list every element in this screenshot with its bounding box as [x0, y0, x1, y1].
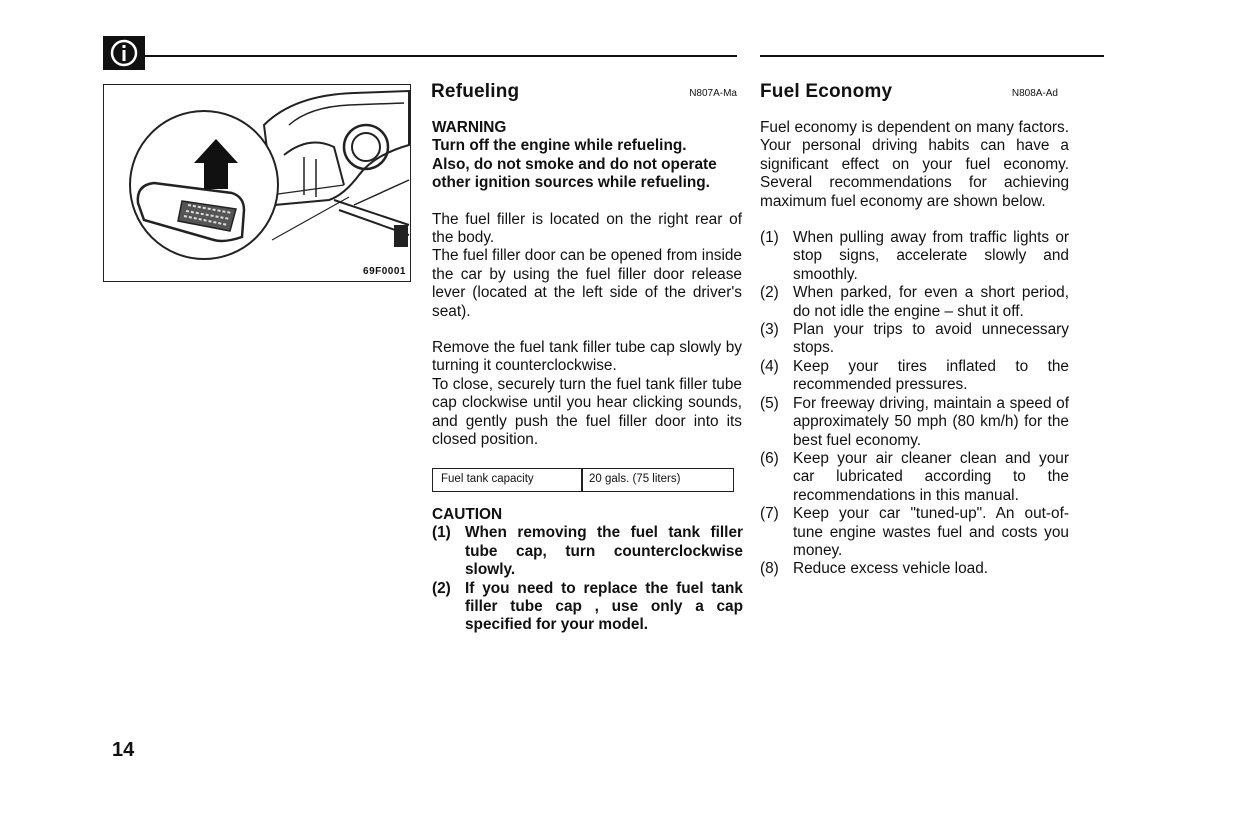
economy-item-number: (5)	[760, 394, 779, 412]
economy-code: N808A-Ad	[1011, 88, 1058, 99]
caution-item-text: If you need to replace the fuel tank filler tube cap , use only a cap specified for your model.	[465, 579, 743, 634]
economy-item-number: (6)	[760, 449, 779, 467]
economy-header	[760, 81, 1070, 103]
economy-item	[760, 395, 1069, 450]
economy-item	[760, 505, 1069, 560]
caution-item-number: (2)	[432, 579, 451, 597]
economy-body	[760, 119, 1069, 579]
caution-block	[432, 506, 743, 635]
header-rule-right	[760, 55, 1104, 57]
refueling-title: Refueling	[431, 81, 520, 102]
economy-item-number: (7)	[760, 505, 779, 523]
economy-item-text: When pulling away from traffic lights or stop signs, accelerate slowly and smoothly.	[793, 229, 1069, 283]
economy-item-text: When parked, for even a short period, do not idle the engine – shut it off.	[793, 284, 1069, 320]
economy-item-number: (2)	[760, 284, 779, 302]
economy-item	[760, 560, 1069, 578]
economy-item-number: (4)	[760, 357, 779, 375]
refueling-code: N807A-Ma	[689, 88, 737, 99]
economy-item-text: Plan your trips to avoid unnecessary stops.	[793, 321, 1069, 357]
refueling-para-door: The fuel filler door can be opened from inside the car by using the fuel filler door release lever (located at the left side of the driver's seat).	[432, 247, 742, 320]
table-divider	[581, 469, 583, 491]
fuel-filler-illustration	[103, 84, 411, 282]
refueling-para-location: The fuel filler is located on the right rear of the body.	[432, 210, 742, 247]
refueling-para-remove-cap: Remove the fuel tank filler tube cap slowly by turning it counterclockwise.	[432, 339, 742, 375]
economy-item-text: For freeway driving, maintain a speed of approximately 50 mph (80 km/h) for the best fuel economy.	[793, 394, 1069, 449]
refueling-para-close-cap: To close, securely turn the fuel tank filler tube cap clockwise until you hear clicking sounds, and gently push the fuel filler door into its closed position.	[432, 375, 742, 449]
info-icon	[103, 36, 145, 70]
figure-code: 69F0001	[363, 266, 406, 277]
caution-heading: CAUTION	[432, 506, 503, 523]
economy-item-text: Reduce excess vehicle load.	[793, 560, 989, 578]
fuel-door-diagram	[104, 85, 411, 282]
economy-item	[760, 450, 1069, 505]
fuel-capacity-label: Fuel tank capacity	[441, 473, 534, 485]
caution-item-text: When removing the fuel tank filler tube cap, turn counterclockwise slowly.	[465, 524, 743, 579]
economy-item-text: Keep your car "tuned-up". An out-of-tune engine wastes fuel and costs you money.	[793, 505, 1069, 559]
economy-item	[760, 321, 1069, 358]
economy-title: Fuel Economy	[760, 81, 893, 102]
caution-item-number: (1)	[432, 524, 451, 542]
warning-heading: WARNING	[432, 119, 507, 136]
caution-item	[432, 524, 743, 579]
economy-item-text: Keep your air cleaner clean and your car lubricated according to the recommendations in this manual.	[793, 449, 1069, 504]
fuel-capacity-value: 20 gals. (75 liters)	[589, 473, 681, 485]
economy-item-text: Keep your tires inflated to the recommended pressures.	[793, 357, 1069, 394]
caution-item	[432, 580, 743, 635]
refueling-body	[432, 119, 742, 450]
fuel-capacity-table	[432, 468, 734, 492]
warning-line: Turn off the engine while refueling.	[432, 137, 687, 155]
warning-line: other ignition sources while refueling.	[432, 174, 710, 192]
economy-item-number: (3)	[760, 321, 779, 339]
economy-item	[760, 229, 1069, 284]
refueling-header	[431, 81, 737, 103]
economy-item-number: (1)	[760, 229, 779, 247]
header-rule-left	[145, 55, 737, 57]
warning-line: Also, do not smoke and do not operate	[432, 155, 717, 173]
economy-item-number: (8)	[760, 560, 779, 578]
economy-intro: Fuel economy is dependent on many factors. Your personal driving habits can have a significant effect on your fuel economy. Several recommendations for achieving maximum fuel economy are shown below.	[760, 119, 1069, 210]
page-number: 14	[112, 739, 135, 761]
economy-item	[760, 358, 1069, 395]
economy-item	[760, 284, 1069, 321]
